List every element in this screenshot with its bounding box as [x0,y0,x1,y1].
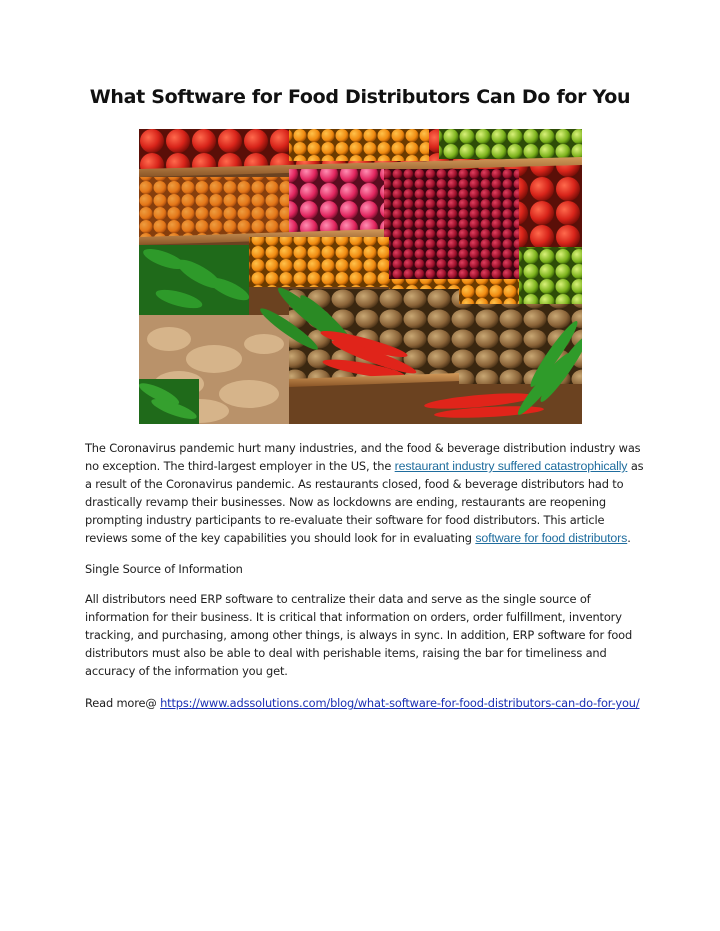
section-heading: Single Source of Information [85,562,243,576]
read-more-label: Read more@ [85,696,161,710]
read-more-line [85,694,645,712]
produce-photo-illustration [139,129,582,424]
intro-text-end: . [627,531,631,545]
intro-text-2: as a result of the Coronavirus pandemic. As restaurants closed, food & beverage distributors had to drastically revamp their businesses. Now as lockdowns are ending, restaurants are reopening prompting industry participants to re-evaluate their software for food distributors. This article reviews some of the key capabilities you should look for in evaluating [85,459,644,545]
section-body: All distributors need ERP software to centralize their data and serve as the single source of information for their business. It is critical that information on orders, order fulfillment, inventory tracking, and purchasing, among other things, is always in sync. In addition, ERP software for food distributors must also be able to deal with perishable items, raising the bar for timeliness and accuracy of the information you get. [85,592,633,678]
page-title: What Software for Food Distributors Can Do for You [89,86,631,108]
produce-market-image [139,129,582,424]
intro-paragraph [85,439,645,547]
intro-text-1: The Coronavirus pandemic hurt many industries, and the food & beverage distribution industry was no exception. The third-largest employer in the US, the [85,441,641,473]
restaurant-industry-link[interactable]: restaurant industry suffered catastrophically [394,459,628,473]
software-for-food-distributors-link[interactable]: software for food distributors [475,531,628,545]
read-more-url-link[interactable]: https://www.adssolutions.com/blog/what-software-for-food-distributors-can-do-for-you/ [160,696,640,710]
